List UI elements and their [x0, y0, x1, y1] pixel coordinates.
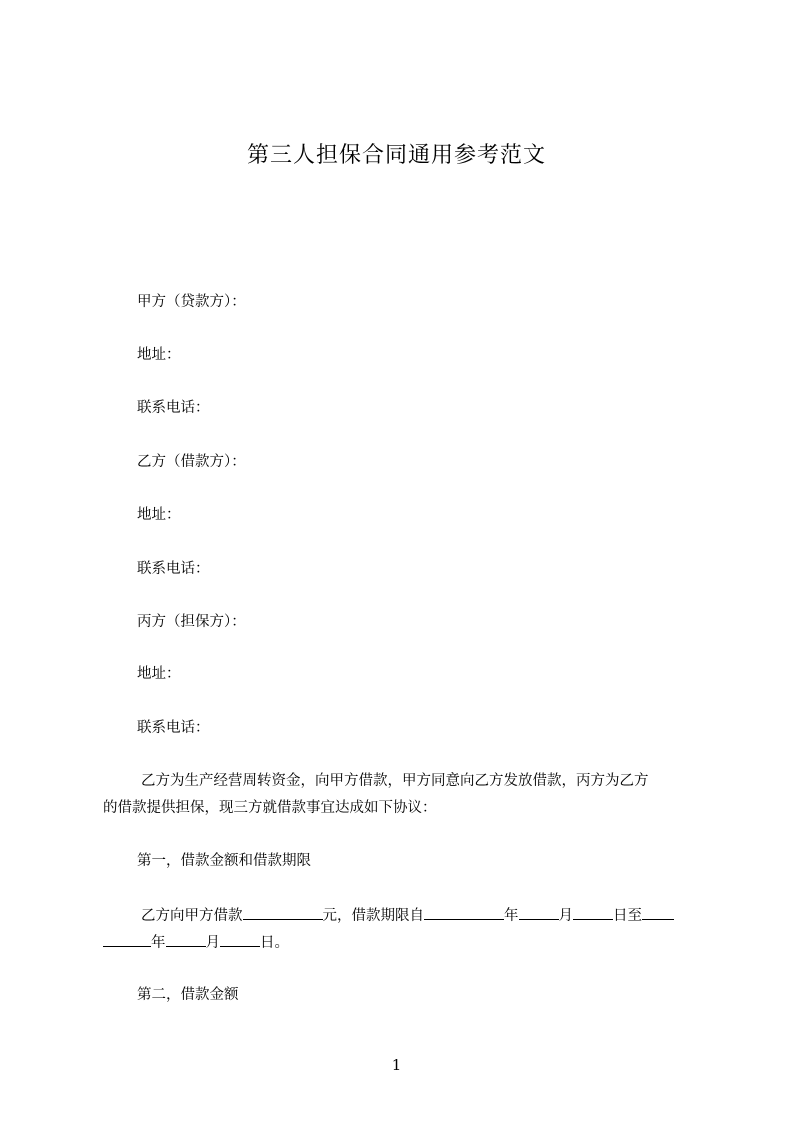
loan-term-label: 元，借款期限自 — [322, 908, 424, 924]
page-number: 1 — [391, 1056, 402, 1074]
start-day-blank — [573, 905, 613, 920]
end-year-blank-part-1 — [642, 905, 674, 920]
party-c-label: 丙方（担保方）： — [137, 614, 246, 630]
section-2-heading: 第二，借款金额 — [137, 987, 239, 1003]
intro-paragraph-line-2: 的借款提供担保，现三方就借款事宜达成如下协议： — [103, 800, 437, 816]
end-day-blank — [220, 932, 260, 947]
year-label: 年 — [504, 908, 519, 924]
party-a-label: 甲方（贷款方）： — [137, 294, 246, 310]
party-b-phone-label: 联系电话： — [137, 561, 210, 577]
day-end-label: 日。 — [260, 935, 289, 951]
month-label: 月 — [558, 908, 573, 924]
loan-amount-blank — [243, 905, 323, 920]
party-a-address-label: 地址： — [137, 347, 181, 363]
month-label-2: 月 — [205, 935, 220, 951]
document-title: 第三人担保合同通用参考范文 — [246, 143, 546, 168]
section-1-text-line-1 — [141, 905, 674, 926]
day-to-label: 日至 — [613, 908, 642, 924]
party-c-address-label: 地址： — [137, 666, 181, 682]
year-label-2: 年 — [151, 935, 166, 951]
loan-amount-label: 乙方向甲方借款 — [141, 908, 243, 924]
party-c-phone-label: 联系电话： — [137, 720, 210, 736]
section-1-text-line-2 — [103, 932, 289, 953]
start-year-blank — [424, 905, 504, 920]
end-year-blank-part-2 — [103, 932, 151, 947]
party-b-label: 乙方（借款方）： — [137, 454, 246, 470]
party-a-phone-label: 联系电话： — [137, 400, 210, 416]
intro-paragraph-line-1: 乙方为生产经营周转资金，向甲方借款，甲方同意向乙方发放借款，丙方为乙方 — [141, 773, 649, 789]
end-month-blank — [166, 932, 206, 947]
party-b-address-label: 地址： — [137, 507, 181, 523]
section-1-heading: 第一，借款金额和借款期限 — [137, 853, 311, 869]
start-month-blank — [519, 905, 559, 920]
